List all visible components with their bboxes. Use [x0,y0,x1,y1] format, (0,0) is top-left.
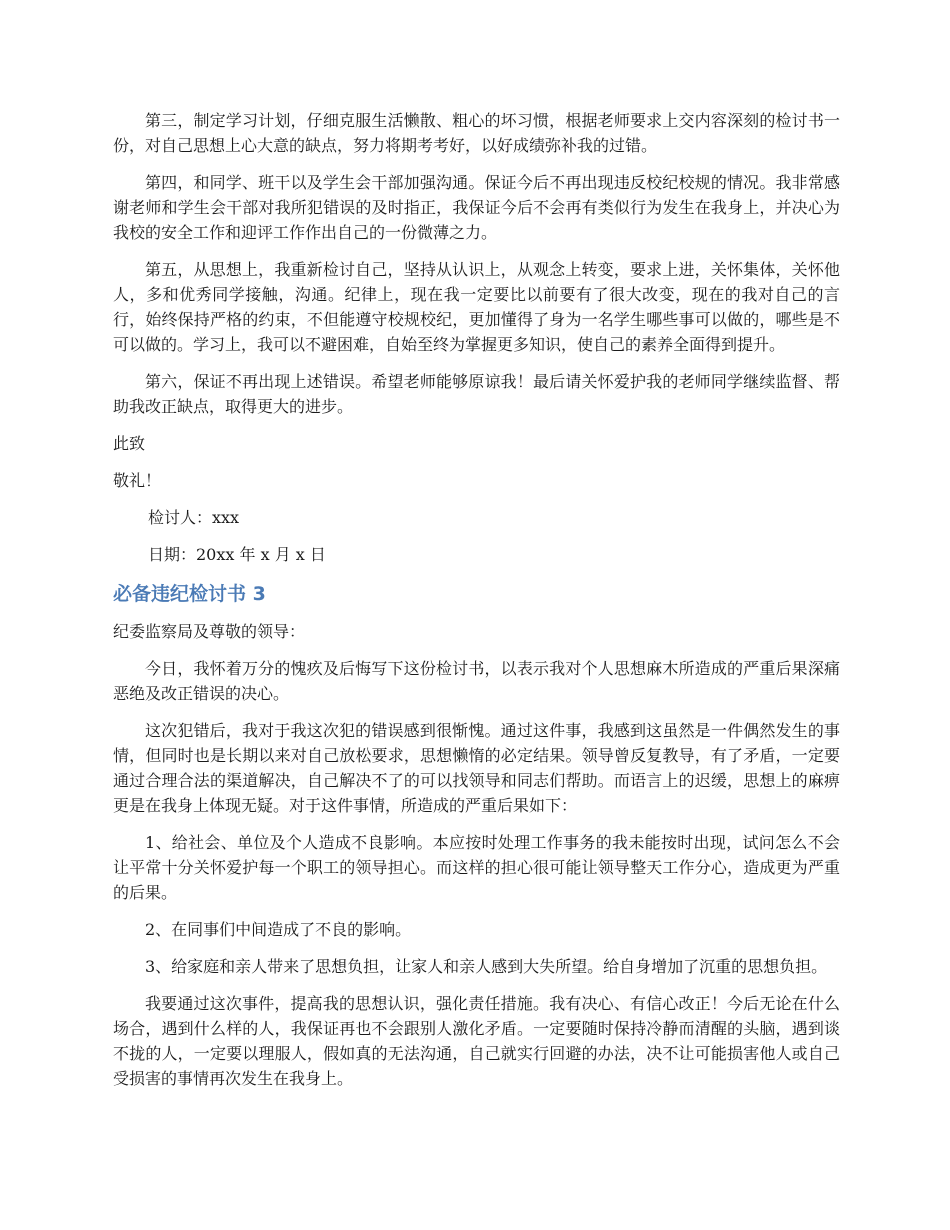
paragraph-consequence-2: 2、在同事们中间造成了不良的影响。 [145,920,412,939]
date-line: 日期：20xx 年 x 月 x 日 [148,545,326,564]
paragraph-resolution: 我要通过这次事件，提高我的思想认识，强化责任措施。我有决心、有信心改正！今后无论在什么场合，遇到什么样的人，我保证再也不会跟别人激化矛盾。一定要随时保持冷静而清醒的头脑，遇到谈不拢的人，一定要以理服人，假如真的无法沟通，自己就实行回避的办法，决不让可能损害他人或自己受损害的事情再次发生在我身上。 [113,994,840,1088]
paragraph-reflection: 这次犯错后，我对于我这次犯的错误感到很惭愧。通过这件事，我感到这虽然是一件偶然发生的事情，但同时也是长期以来对自己放松要求，思想懒惰的必定结果。领导曾反复教导，有了矛盾，一定要通过合理合法的渠道解决，自己解决不了的可以找领导和同志们帮助。而语言上的迟缓，思想上的麻痹更是在我身上体现无疑。对于这件事情，所造成的严重后果如下： [113,721,840,815]
salutation: 纪委监察局及尊敬的领导： [113,622,306,641]
document-page [113,108,840,1103]
closing-line-2: 敬礼！ [113,471,162,490]
paragraph-fourth-point: 第四，和同学、班干以及学生会干部加强沟通。保证今后不再出现违反校纪校规的情况。我非常感谢老师和学生会干部对我所犯错误的及时指正，我保证今后不会再有类似行为发生在我身上，并决心为我校的安全工作和迎评工作作出自己的一份微薄之力。 [113,173,840,242]
paragraph-consequence-1: 1、给社会、单位及个人造成不良影响。本应按时处理工作事务的我未能按时出现，试问怎么不会让平常十分关怀爱护每一个职工的领导担心。而这样的担心很可能让领导整天工作分心，造成更为严重的后果。 [113,833,840,902]
closing-line-1: 此致 [113,434,146,453]
section-heading: 必备违纪检讨书 3 [113,583,266,605]
paragraph-fifth-point: 第五，从思想上，我重新检讨自己，坚持从认识上，从观念上转变，要求上进，关怀集体，关怀他人，多和优秀同学接触，沟通。纪律上，现在我一定要比以前要有了很大改变，现在的我对自己的言行，始终保持严格的约束，不但能遵守校规校纪，更加懂得了身为一名学生哪些事可以做的，哪些是不可以做的。学习上，我可以不避困难，自始至终为掌握更多知识，使自己的素养全面得到提升。 [113,260,840,354]
paragraph-sixth-point: 第六，保证不再出现上述错误。希望老师能够原谅我！最后请关怀爱护我的老师同学继续监督、帮助我改正缺点，取得更大的进步。 [113,372,840,416]
signer-line: 检讨人：xxx [148,508,240,527]
paragraph-consequence-3: 3、给家庭和亲人带来了思想负担，让家人和亲人感到大失所望。给自身增加了沉重的思想负担。 [145,957,828,976]
paragraph-intro: 今日，我怀着万分的愧疚及后悔写下这份检讨书，以表示我对个人思想麻木所造成的严重后果深痛恶绝及改正错误的决心。 [113,659,840,703]
paragraph-third-point: 第三，制定学习计划，仔细克服生活懒散、粗心的坏习惯，根据老师要求上交内容深刻的检讨书一份，对自己思想上心大意的缺点，努力将期考考好，以好成绩弥补我的过错。 [113,111,840,155]
